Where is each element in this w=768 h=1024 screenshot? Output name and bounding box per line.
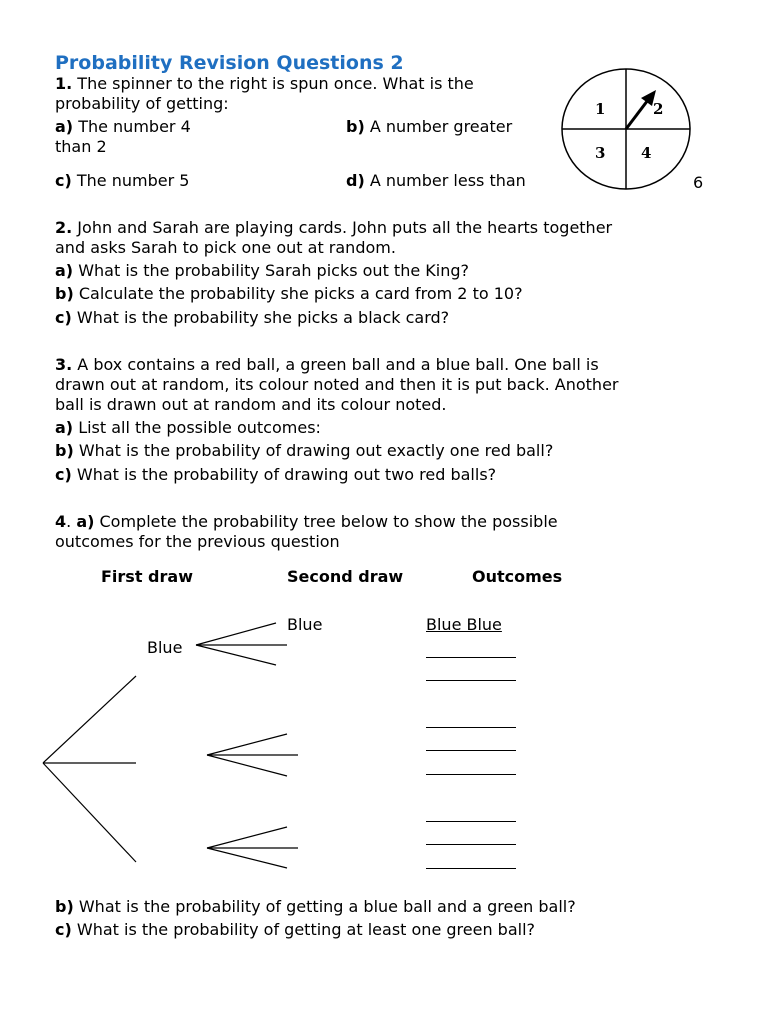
outcome-blank [426, 727, 516, 728]
tree-second-branch-label: Blue [287, 615, 323, 634]
q2a-text: What is the probability Sarah picks out the King? [73, 261, 469, 280]
outcome-blank [426, 868, 516, 869]
spinner-number-2: 2 [653, 100, 664, 118]
q3c-text: What is the probability of drawing out two red balls? [71, 465, 497, 484]
q2b-text: Calculate the probability she picks a card from 2 to 10? [73, 284, 523, 303]
q1-text-line-1: The spinner to the right is spun once. What is the [72, 74, 474, 93]
q4-number: 4 [55, 512, 67, 531]
q1b-label: b) [346, 117, 365, 136]
header-outcomes: Outcomes [472, 567, 563, 586]
q4a-text-line-2: outcomes for the previous question [55, 532, 340, 551]
q4b [55, 897, 576, 917]
q3-text-line-3: ball is drawn out at random and its colour noted. [55, 395, 447, 414]
q2c-text: What is the probability she picks a black card? [71, 308, 450, 327]
q2-number: 2. [55, 218, 73, 237]
spinner-number-3: 3 [595, 144, 606, 162]
spinner-number-1: 1 [595, 100, 606, 118]
outcome-blank [426, 680, 516, 681]
q3a-text: List all the possible outcomes: [73, 418, 321, 437]
header-second-draw: Second draw [287, 567, 404, 586]
page-title: Probability Revision Questions 2 [55, 52, 404, 74]
q4c [55, 920, 535, 940]
q4a-text: Complete the probability tree below to show the possible [94, 512, 558, 531]
spinner-number-4: 4 [641, 144, 652, 162]
q4c-text: What is the probability of getting at least one green ball? [71, 920, 536, 939]
q2a-label: a) [55, 261, 74, 280]
q1d-text: A number less than [364, 171, 526, 190]
q4-dot: . [66, 512, 77, 531]
outcome-blank [426, 774, 516, 775]
outcome-blue-blue: Blue Blue [426, 615, 502, 634]
tree-branch-first-top [43, 676, 136, 763]
q1-text-line-2: probability of getting: [55, 94, 229, 113]
q2c-label: c) [55, 308, 72, 327]
q3b-label: b) [55, 441, 74, 460]
q2b-label: b) [55, 284, 74, 303]
q4a-label: a) [76, 512, 95, 531]
tree-branch-second-1c [196, 645, 276, 665]
q3-text-line-1: A box contains a red ball, a green ball and a blue ball. One ball is [72, 355, 599, 374]
outcome-blank [426, 821, 516, 822]
tree-branch-second-2c [207, 755, 287, 776]
q1a-label: a) [55, 117, 74, 136]
tree-branch-second-3a [207, 827, 287, 848]
q1d-continuation: 6 [693, 173, 704, 192]
q4b-text: What is the probability of getting a blue ball and a green ball? [73, 897, 576, 916]
outcome-blank [426, 657, 516, 658]
q1b-text: A number greater [364, 117, 513, 136]
q2-text-line-2: and asks Sarah to pick one out at random. [55, 238, 396, 257]
q4c-label: c) [55, 920, 72, 939]
q2-text-line-1: John and Sarah are playing cards. John puts all the hearts together [72, 218, 613, 237]
q1c-text: The number 5 [71, 171, 190, 190]
header-first-draw: First draw [101, 567, 193, 586]
tree-branch-first-bottom [43, 763, 136, 862]
q1-number: 1. [55, 74, 73, 93]
q3-text-line-2: drawn out at random, its colour noted and then it is put back. Another [55, 375, 619, 394]
tree-first-branch-label: Blue [147, 638, 183, 657]
q3a-label: a) [55, 418, 74, 437]
q1d-label: d) [346, 171, 365, 190]
tree-branch-second-3c [207, 848, 287, 868]
q1c-label: c) [55, 171, 72, 190]
q1b-continuation: than 2 [55, 137, 107, 156]
q3b-text: What is the probability of drawing out exactly one red ball? [73, 441, 554, 460]
outcome-blank [426, 844, 516, 845]
q4b-label: b) [55, 897, 74, 916]
tree-branch-second-1a [196, 623, 276, 645]
q1a-text: The number 4 [73, 117, 191, 136]
outcome-blank [426, 750, 516, 751]
q3-number: 3. [55, 355, 73, 374]
tree-branch-second-2a [207, 734, 287, 755]
q3c-label: c) [55, 465, 72, 484]
